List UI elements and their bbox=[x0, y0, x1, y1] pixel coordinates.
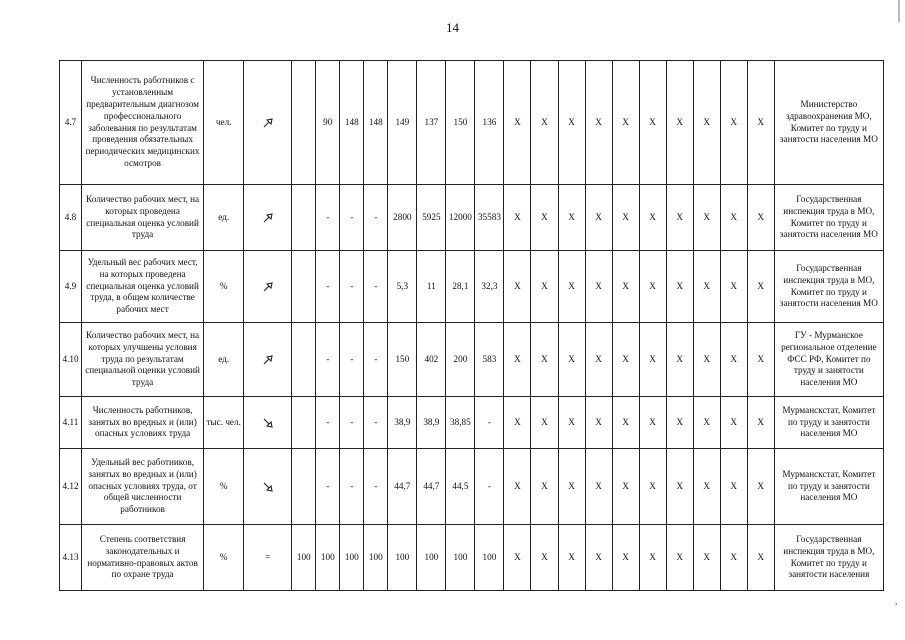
unit-cell: % bbox=[204, 525, 244, 591]
responsible-cell: Государственная инспекция труда в МО, Комитет по труду и занятости населения bbox=[774, 525, 883, 591]
value-cell: Х bbox=[639, 185, 666, 251]
value-cell: 137 bbox=[417, 61, 446, 185]
value-cell: 148 bbox=[364, 61, 388, 185]
value-cell: 38,9 bbox=[388, 397, 417, 449]
value-cell: Х bbox=[585, 61, 612, 185]
value-cell: Х bbox=[585, 525, 612, 591]
value-cell: Х bbox=[504, 185, 531, 251]
value-cell: Х bbox=[585, 449, 612, 525]
responsible-cell: Государственная инспекция труда в МО, Комитет по труду и занятости населения МО bbox=[774, 251, 883, 323]
unit-cell: чел. bbox=[204, 61, 244, 185]
value-cell bbox=[292, 449, 316, 525]
value-cell: Х bbox=[504, 323, 531, 397]
trend-cell bbox=[244, 251, 292, 323]
value-cell: Х bbox=[666, 61, 693, 185]
trend-cell bbox=[244, 397, 292, 449]
value-cell: Х bbox=[639, 449, 666, 525]
value-cell: Х bbox=[558, 185, 585, 251]
value-cell: - bbox=[364, 323, 388, 397]
value-cell: Х bbox=[747, 397, 774, 449]
value-cell: Х bbox=[747, 525, 774, 591]
value-cell: Х bbox=[585, 251, 612, 323]
row-number: 4.11 bbox=[60, 397, 82, 449]
value-cell: Х bbox=[639, 525, 666, 591]
value-cell: Х bbox=[693, 449, 720, 525]
value-cell: Х bbox=[639, 251, 666, 323]
responsible-cell: Мурманскстат, Комитет по труду и занятости населения МО bbox=[774, 397, 883, 449]
value-cell: Х bbox=[666, 323, 693, 397]
value-cell: Х bbox=[720, 323, 747, 397]
unit-cell: % bbox=[204, 449, 244, 525]
trend-cell bbox=[244, 449, 292, 525]
value-cell: 583 bbox=[475, 323, 504, 397]
value-cell: Х bbox=[720, 185, 747, 251]
arrow-down-right-icon bbox=[262, 481, 274, 493]
unit-cell: ед. bbox=[204, 323, 244, 397]
value-cell: 90 bbox=[316, 61, 340, 185]
value-cell: 35583 bbox=[475, 185, 504, 251]
value-cell: - bbox=[340, 449, 364, 525]
value-cell: Х bbox=[639, 323, 666, 397]
value-cell bbox=[292, 323, 316, 397]
value-cell: Х bbox=[666, 185, 693, 251]
value-cell bbox=[292, 185, 316, 251]
indicator-name: Степень соответствия законодательных и нормативно-правовых актов по охране труда bbox=[82, 525, 204, 591]
trend-cell bbox=[244, 323, 292, 397]
unit-cell: % bbox=[204, 251, 244, 323]
value-cell: Х bbox=[504, 525, 531, 591]
responsible-cell: ГУ - Мурманское региональное отделение ФСС РФ, Комитет по труду и занятости населения МО bbox=[774, 323, 883, 397]
row-number: 4.7 bbox=[60, 61, 82, 185]
value-cell: - bbox=[316, 449, 340, 525]
value-cell: Х bbox=[693, 397, 720, 449]
value-cell: Х bbox=[612, 449, 639, 525]
value-cell: 402 bbox=[417, 323, 446, 397]
value-cell: Х bbox=[747, 251, 774, 323]
value-cell: Х bbox=[639, 61, 666, 185]
value-cell: 38,9 bbox=[417, 397, 446, 449]
table-row bbox=[60, 525, 884, 591]
table-row bbox=[60, 323, 884, 397]
value-cell: Х bbox=[585, 323, 612, 397]
page-number: 14 bbox=[446, 20, 459, 35]
table-row bbox=[60, 251, 884, 323]
responsible-cell: Государственная инспекция труда в МО, Комитет по труду и занятости населения МО bbox=[774, 185, 883, 251]
value-cell: 100 bbox=[417, 525, 446, 591]
value-cell: Х bbox=[720, 449, 747, 525]
row-number: 4.13 bbox=[60, 525, 82, 591]
value-cell: - bbox=[475, 397, 504, 449]
value-cell: 100 bbox=[316, 525, 340, 591]
value-cell: Х bbox=[612, 323, 639, 397]
arrow-up-right-icon bbox=[262, 354, 274, 366]
value-cell: Х bbox=[504, 397, 531, 449]
value-cell: 2800 bbox=[388, 185, 417, 251]
value-cell: Х bbox=[612, 525, 639, 591]
value-cell: Х bbox=[504, 449, 531, 525]
value-cell: 149 bbox=[388, 61, 417, 185]
arrow-up-right-icon bbox=[262, 281, 274, 293]
value-cell: 200 bbox=[446, 323, 475, 397]
value-cell: 100 bbox=[446, 525, 475, 591]
table-row bbox=[60, 449, 884, 525]
value-cell: Х bbox=[693, 323, 720, 397]
value-cell: Х bbox=[639, 397, 666, 449]
value-cell: Х bbox=[558, 61, 585, 185]
indicator-name: Количество рабочих мест, на которых проведена специальная оценка условий труда bbox=[82, 185, 204, 251]
value-cell: 100 bbox=[388, 525, 417, 591]
value-cell: 5925 bbox=[417, 185, 446, 251]
value-cell: Х bbox=[612, 185, 639, 251]
value-cell: Х bbox=[558, 449, 585, 525]
value-cell: Х bbox=[666, 251, 693, 323]
table-row bbox=[60, 185, 884, 251]
value-cell: Х bbox=[720, 397, 747, 449]
value-cell: Х bbox=[558, 251, 585, 323]
value-cell: - bbox=[364, 397, 388, 449]
value-cell: Х bbox=[693, 61, 720, 185]
value-cell: - bbox=[364, 251, 388, 323]
value-cell: Х bbox=[666, 525, 693, 591]
table-row bbox=[60, 397, 884, 449]
value-cell: 100 bbox=[364, 525, 388, 591]
value-cell bbox=[292, 251, 316, 323]
value-cell: Х bbox=[612, 397, 639, 449]
responsible-cell: Министерство здравоохранения МО, Комитет по труду и занятости населения МО bbox=[774, 61, 883, 185]
value-cell: Х bbox=[747, 449, 774, 525]
value-cell bbox=[292, 397, 316, 449]
value-cell: - bbox=[316, 323, 340, 397]
value-cell: Х bbox=[720, 61, 747, 185]
value-cell: 44,7 bbox=[388, 449, 417, 525]
value-cell: Х bbox=[531, 251, 558, 323]
trend-cell bbox=[244, 185, 292, 251]
value-cell: Х bbox=[531, 449, 558, 525]
value-cell: - bbox=[475, 449, 504, 525]
value-cell: Х bbox=[531, 397, 558, 449]
value-cell: 38,85 bbox=[446, 397, 475, 449]
indicator-name: Количество рабочих мест, на которых улучшены условия труда по результатам специальной оценки условий труда bbox=[82, 323, 204, 397]
trend-cell bbox=[244, 61, 292, 185]
value-cell: 44,5 bbox=[446, 449, 475, 525]
indicator-name: Численность работников, занятых во вредных и (или) опасных условиях труда bbox=[82, 397, 204, 449]
row-number: 4.9 bbox=[60, 251, 82, 323]
value-cell: 150 bbox=[388, 323, 417, 397]
value-cell: Х bbox=[693, 525, 720, 591]
indicator-name: Удельный вес рабочих мест, на которых проведена специальная оценка условий труда, в общем количестве рабочих мест bbox=[82, 251, 204, 323]
value-cell: 100 bbox=[292, 525, 316, 591]
value-cell: - bbox=[340, 323, 364, 397]
value-cell: Х bbox=[558, 397, 585, 449]
arrow-down-right-icon bbox=[262, 417, 274, 429]
value-cell: Х bbox=[666, 397, 693, 449]
value-cell: - bbox=[316, 251, 340, 323]
value-cell: Х bbox=[747, 185, 774, 251]
value-cell: 28,1 bbox=[446, 251, 475, 323]
value-cell: 136 bbox=[475, 61, 504, 185]
row-number: 4.12 bbox=[60, 449, 82, 525]
value-cell: Х bbox=[612, 251, 639, 323]
value-cell: Х bbox=[585, 397, 612, 449]
value-cell: Х bbox=[693, 185, 720, 251]
value-cell: 100 bbox=[340, 525, 364, 591]
value-cell: Х bbox=[666, 449, 693, 525]
value-cell: - bbox=[364, 185, 388, 251]
value-cell: Х bbox=[747, 61, 774, 185]
value-cell: Х bbox=[693, 251, 720, 323]
row-number: 4.8 bbox=[60, 185, 82, 251]
value-cell: - bbox=[340, 251, 364, 323]
value-cell: Х bbox=[531, 323, 558, 397]
indicator-name: Численность работников с установленным предварительным диагнозом профессионального заболевания по результатам проведения обязательных периодических медицинских осмотров bbox=[82, 61, 204, 185]
indicator-name: Удельный вес работников, занятых во вредных и (или) опасных условиях труда, от общей численности работников bbox=[82, 449, 204, 525]
value-cell: Х bbox=[585, 185, 612, 251]
value-cell: 11 bbox=[417, 251, 446, 323]
value-cell: - bbox=[316, 185, 340, 251]
indicators-table bbox=[59, 60, 884, 591]
value-cell: 12000 bbox=[446, 185, 475, 251]
value-cell: 100 bbox=[475, 525, 504, 591]
trend-equal: = bbox=[244, 525, 292, 591]
table-row bbox=[60, 61, 884, 185]
value-cell: Х bbox=[504, 251, 531, 323]
scan-edge-mark bbox=[898, 0, 900, 22]
value-cell: Х bbox=[558, 525, 585, 591]
arrow-up-right-icon bbox=[262, 117, 274, 129]
value-cell: Х bbox=[531, 525, 558, 591]
value-cell: - bbox=[340, 185, 364, 251]
value-cell: 44,7 bbox=[417, 449, 446, 525]
value-cell: Х bbox=[720, 251, 747, 323]
responsible-cell: Мурманскстат, Комитет по труду и занятости населения МО bbox=[774, 449, 883, 525]
arrow-up-right-icon bbox=[262, 212, 274, 224]
row-number: 4.10 bbox=[60, 323, 82, 397]
value-cell: - bbox=[340, 397, 364, 449]
value-cell: - bbox=[364, 449, 388, 525]
value-cell: Х bbox=[531, 185, 558, 251]
value-cell: Х bbox=[531, 61, 558, 185]
value-cell: 5,3 bbox=[388, 251, 417, 323]
value-cell: Х bbox=[720, 525, 747, 591]
value-cell: Х bbox=[558, 323, 585, 397]
value-cell: 32,3 bbox=[475, 251, 504, 323]
edge-mark: , bbox=[895, 596, 898, 607]
value-cell: 150 bbox=[446, 61, 475, 185]
value-cell: Х bbox=[504, 61, 531, 185]
value-cell: 148 bbox=[340, 61, 364, 185]
value-cell: Х bbox=[747, 323, 774, 397]
value-cell: Х bbox=[612, 61, 639, 185]
value-cell bbox=[292, 61, 316, 185]
unit-cell: тыс. чел. bbox=[204, 397, 244, 449]
value-cell: - bbox=[316, 397, 340, 449]
unit-cell: ед. bbox=[204, 185, 244, 251]
